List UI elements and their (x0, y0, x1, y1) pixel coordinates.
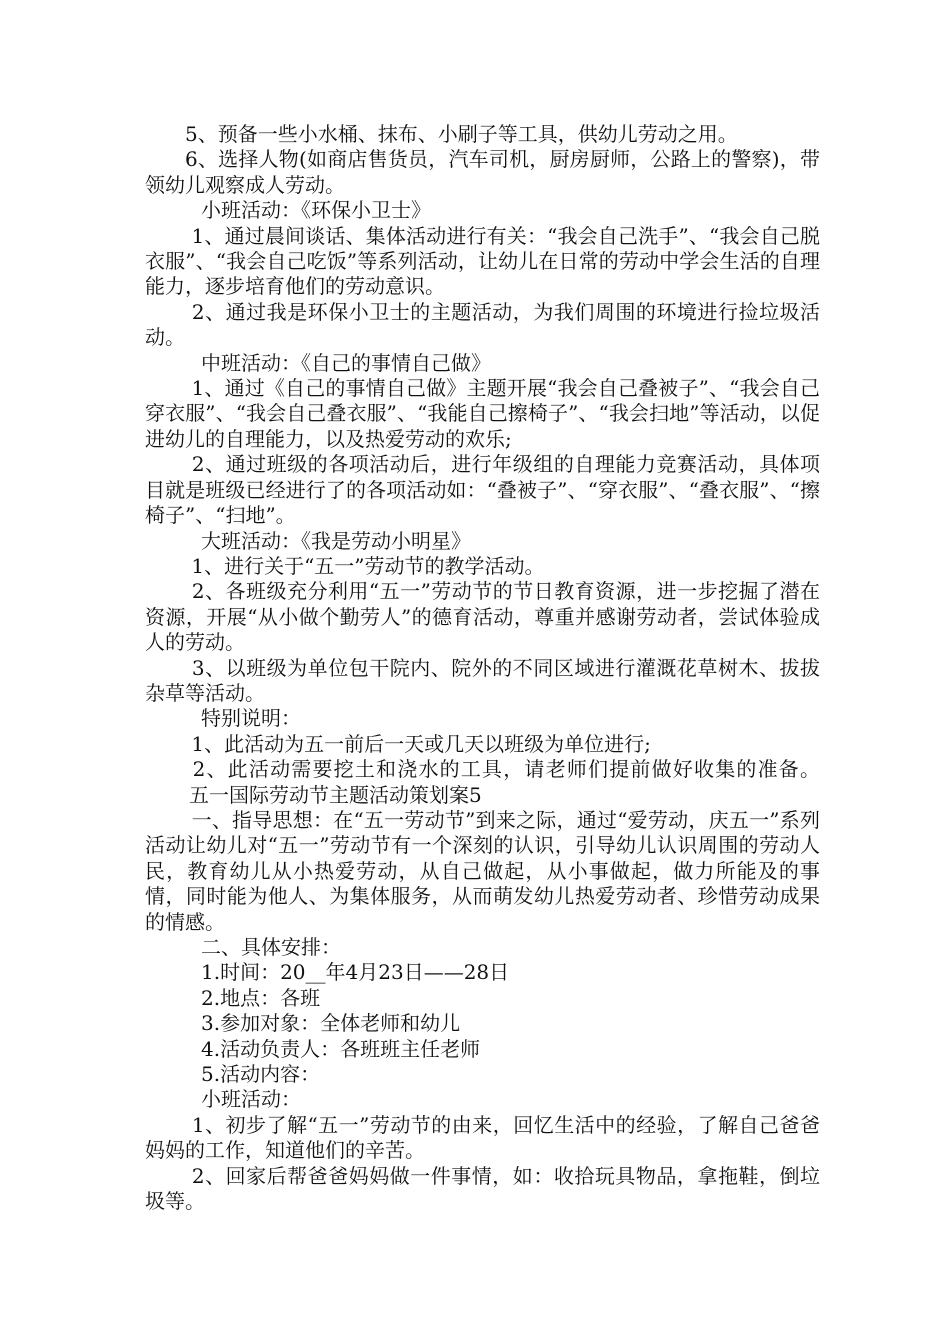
paragraph: 2、通过我是环保小卫士的主题活动，为我们周围的环境进行捡垃圾活动。 (145, 299, 820, 350)
paragraph: 一、指导思想：在“五一劳动节”到来之际，通过“爱劳动，庆五一”系列活动让幼儿对“五一”劳动节有一个深刻的认识，引导幼儿认识周围的劳动人民，教育幼儿从小热爱劳动，从自己做起，从小事做起，做力所能及的事情，同时能为他人、为集体服务，从而萌发幼儿热爱劳动者、珍惜劳动成果的情感。 (145, 807, 820, 934)
paragraph: 5、预备一些小水桶、抹布、小刷子等工具，供幼儿劳动之用。 (185, 122, 738, 146)
section-heading: 小班活动：《环保小卫士》 (201, 198, 431, 223)
document-title: 五一国际劳动节主题活动策划案5 (189, 782, 482, 807)
section-heading: 二、具体安排： (201, 935, 341, 959)
paragraph: 2、各班级充分利用“五一”劳动节的节日教育资源，进一步挖掘了潜在资源，开展“从小做个勤劳人”的德育活动，尊重并感谢劳动者，尝试体验成人的劳动。 (145, 579, 820, 655)
section-heading: 特别说明： (201, 706, 301, 731)
paragraph-text: 2、此活动需要挖土和浇水的工具，请老师们提前做好收集的准备。 (185, 757, 820, 782)
paragraph: 1、初步了解“五一”劳动节的由来，回忆生活中的经验，了解自己爸爸妈妈的工作，知道他们的辛苦。 (145, 1112, 820, 1163)
section-heading: 中班活动：《自己的事情自己做》 (201, 350, 491, 375)
paragraph: 6、选择人物(如商店售货员，汽车司机，厨房厨师，公路上的警察)，带领幼儿观察成人劳动。 (145, 147, 820, 197)
paragraph: 2、通过班级的各项活动后，进行年级组的自理能力竞赛活动，具体项目就是班级已经进行了的各项活动如：“叠被子”、“穿衣服”、“叠衣服”、“擦椅子”、“扫地”。 (145, 452, 820, 528)
section-heading: 大班活动：《我是劳动小明星》 (201, 528, 471, 553)
list-item: 3.参加对象：全体老师和幼儿 (201, 1011, 461, 1036)
paragraph: 1、通过《自己的事情自己做》主题开展“我会自己叠被子”、“我会自己穿衣服”、“我会自己叠衣服”、“我能自己擦椅子”、“我会扫地”等活动，以促进幼儿的自理能力，以及热爱劳动的欢乐; (145, 376, 821, 451)
paragraph: 1、此活动为五一前后一天或几天以班级为单位进行; (185, 731, 651, 756)
document-body (145, 122, 820, 1214)
paragraph: 1、进行关于“五一”劳动节的教学活动。 (185, 553, 545, 578)
list-item: 4.活动负责人：各班班主任老师 (201, 1036, 481, 1061)
paragraph: 2、回家后帮爸爸妈妈做一件事情，如：收拾玩具物品，拿拖鞋，倒垃圾等。 (145, 1163, 820, 1214)
paragraph: 3、以班级为单位包干院内、院外的不同区域进行灌溉花草树木、拔拔杂草等活动。 (145, 655, 820, 705)
paragraph (145, 757, 820, 808)
list-item: 5.活动内容： (201, 1062, 321, 1087)
paragraph: 1、通过晨间谈话、集体活动进行有关：“我会自己洗手”、“我会自己脱衣服”、“我会自己吃饭”等系列活动，让幼儿在日常的劳动中学会生活的自理能力，逐步培育他们的劳动意识。 (145, 223, 821, 299)
list-item: 1.时间：20__年4月23日——28日 (201, 960, 510, 985)
section-heading: 小班活动： (201, 1087, 301, 1112)
list-item: 2.地点：各班 (201, 985, 321, 1010)
